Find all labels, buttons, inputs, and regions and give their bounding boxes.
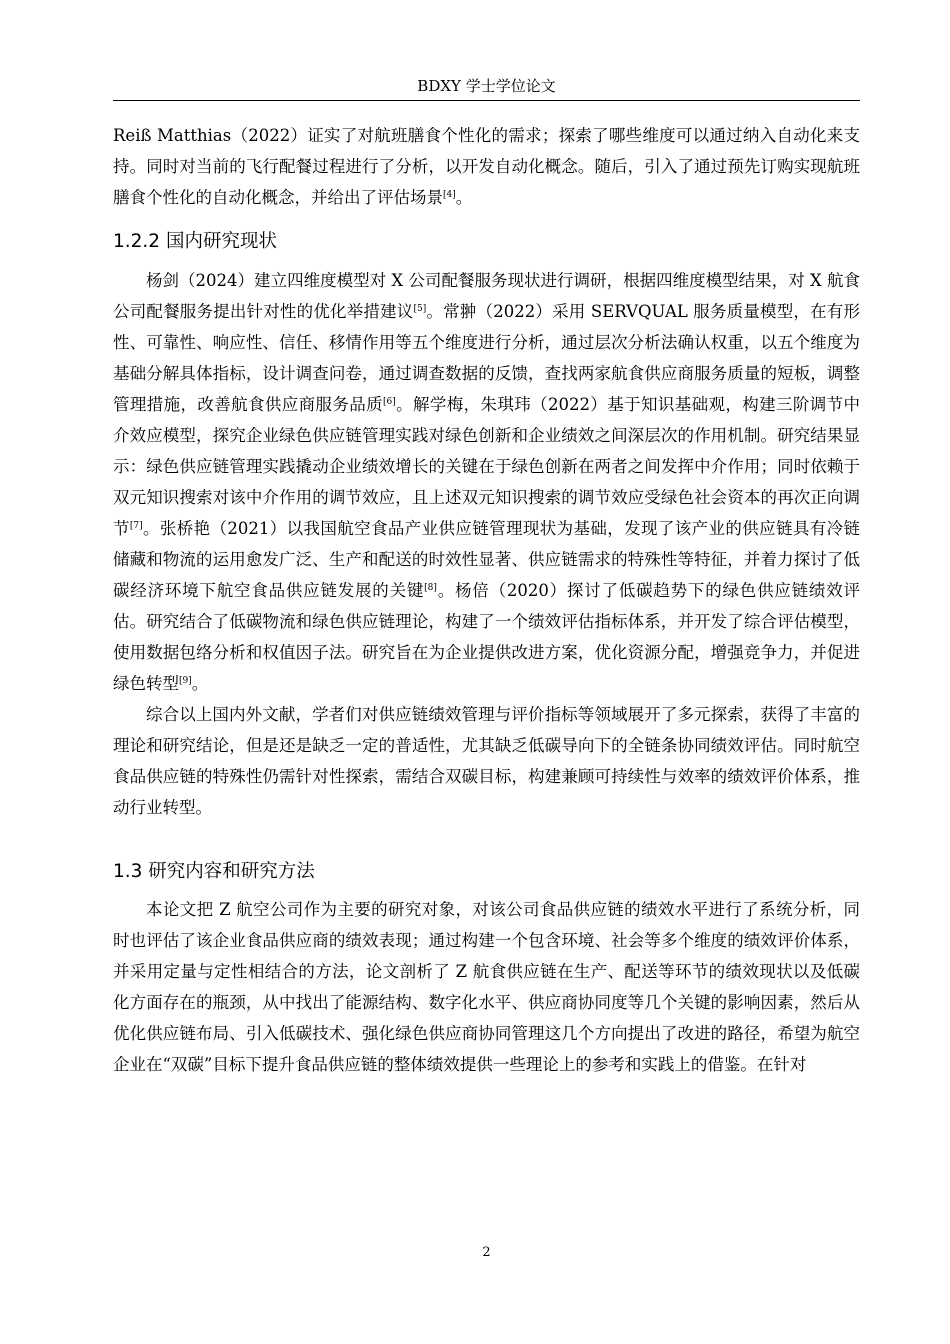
section-heading-1-3: 1.3 研究内容和研究方法 bbox=[113, 861, 315, 882]
citation-9: [9] bbox=[179, 676, 192, 686]
page-body bbox=[113, 120, 860, 1080]
running-header: BDXY 学士学位论文 bbox=[417, 77, 556, 95]
citation-5: [5] bbox=[413, 304, 427, 314]
paragraph-text: 。 bbox=[191, 674, 209, 693]
paragraph-text: Reiß Matthias（2022）证实了对航班膳食个性化的需求；探索了哪些维度可以通过纳入自动化来支持。同时对当前的飞行配餐过程进行了分析，以开发自动化概念。随后，引入了通过预先订购实现航班膳食个性化的自动化概念，并给出了评估场景 bbox=[113, 126, 860, 207]
header-rule bbox=[113, 100, 860, 101]
paragraph-text: 。张桥艳（2021）以我国航空食品产业供应链管理现状为基础，发现了该产业的供应链具有冷链储藏和物流的运用愈发广泛、生产和配送的时效性显著、供应链需求的特殊性等特征，并着力探讨了低碳经济环境下航空食品供应链发展的关键 bbox=[113, 519, 860, 600]
citation-8: [8] bbox=[424, 583, 437, 593]
paragraph-text: 。解学梅，朱琪玮（2022）基于知识基础观，构建三阶调节中介效应模型，探究企业绿色供应链管理实践对绿色创新和企业绩效之间深层次的作用机制。研究结果显示：绿色供应链管理实践撬动企业绩效增长的关键在于绿色创新在两者之间发挥中介作用；同时依赖于双元知识搜索对该中介作用的调节效应，且上述双元知识搜索的调节效应受绿色社会资本的再次正向调节 bbox=[113, 395, 860, 538]
section-heading-1-2-2: 1.2.2 国内研究现状 bbox=[113, 231, 277, 252]
paragraph-text: 。常翀（2022）采用 SERVQUAL 服务质量模型，在有形性、可靠性、响应性、信任、移情作用等五个维度进行分析，通过层次分析法确认权重，以五个维度为基础分解具体指标，设计调查问卷，通过调查数据的反馈，查找两家航食供应商服务质量的短板，调整管理措施，改善航食供应商服务品质 bbox=[113, 302, 861, 414]
paragraph-text: 。杨倍（2020）探讨了低碳趋势下的绿色供应链绩效评估。研究结合了低碳物流和绿色供应链理论，构建了一个绩效评估指标体系，并开发了综合评估模型，使用数据包络分析和权值因子法。研究旨在为企业提供改进方案，优化资源分配，增强竞争力，并促进绿色转型 bbox=[113, 581, 861, 693]
page-number: 2 bbox=[482, 1245, 491, 1260]
citation-6: [6] bbox=[383, 397, 396, 407]
citation-4: [4] bbox=[443, 190, 456, 200]
paragraph-foreign-research-end bbox=[113, 120, 860, 213]
citation-7: [7] bbox=[129, 521, 143, 531]
paragraph-literature-summary: 综合以上国内外文献，学者们对供应链绩效管理与评价指标等领域展开了多元探索，获得了丰富的理论和研究结论，但是还是缺乏一定的普适性，尤其缺乏低碳导向下的全链条协同绩效评估。同时航空食品供应链的特殊性仍需针对性探索，需结合双碳目标，构建兼顾可持续性与效率的绩效评价体系，推动行业转型。 bbox=[113, 705, 860, 817]
paragraph-text: 杨剑（2024）建立四维度模型对 X 公司配餐服务现状进行调研，根据四维度模型结果，对 X 航食公司配餐服务提出针对性的优化举措建议 bbox=[113, 271, 860, 321]
paragraph-domestic-research bbox=[113, 265, 860, 699]
paragraph-research-content: 本论文把 Z 航空公司作为主要的研究对象，对该公司食品供应链的绩效水平进行了系统分析，同时也评估了该企业食品供应商的绩效表现；通过构建一个包含环境、社会等多个维度的绩效评价体系，并采用定量与定性相结合的方法，论文剖析了 Z 航食供应链在生产、配送等环节的绩效现状以及低碳化方面存在的瓶颈，从中找出了能源结构、数字化水平、供应商协同度等几个关键的影响因素，然后从优化供应链布局、引入低碳技术、强化绿色供应商协同管理这几个方向提出了改进的路径，希望为航空企业在“双碳”目标下提升食品供应链的整体绩效提供一些理论上的参考和实践上的借鉴。在针对 bbox=[113, 900, 860, 1074]
paragraph-text: 。 bbox=[455, 188, 473, 207]
